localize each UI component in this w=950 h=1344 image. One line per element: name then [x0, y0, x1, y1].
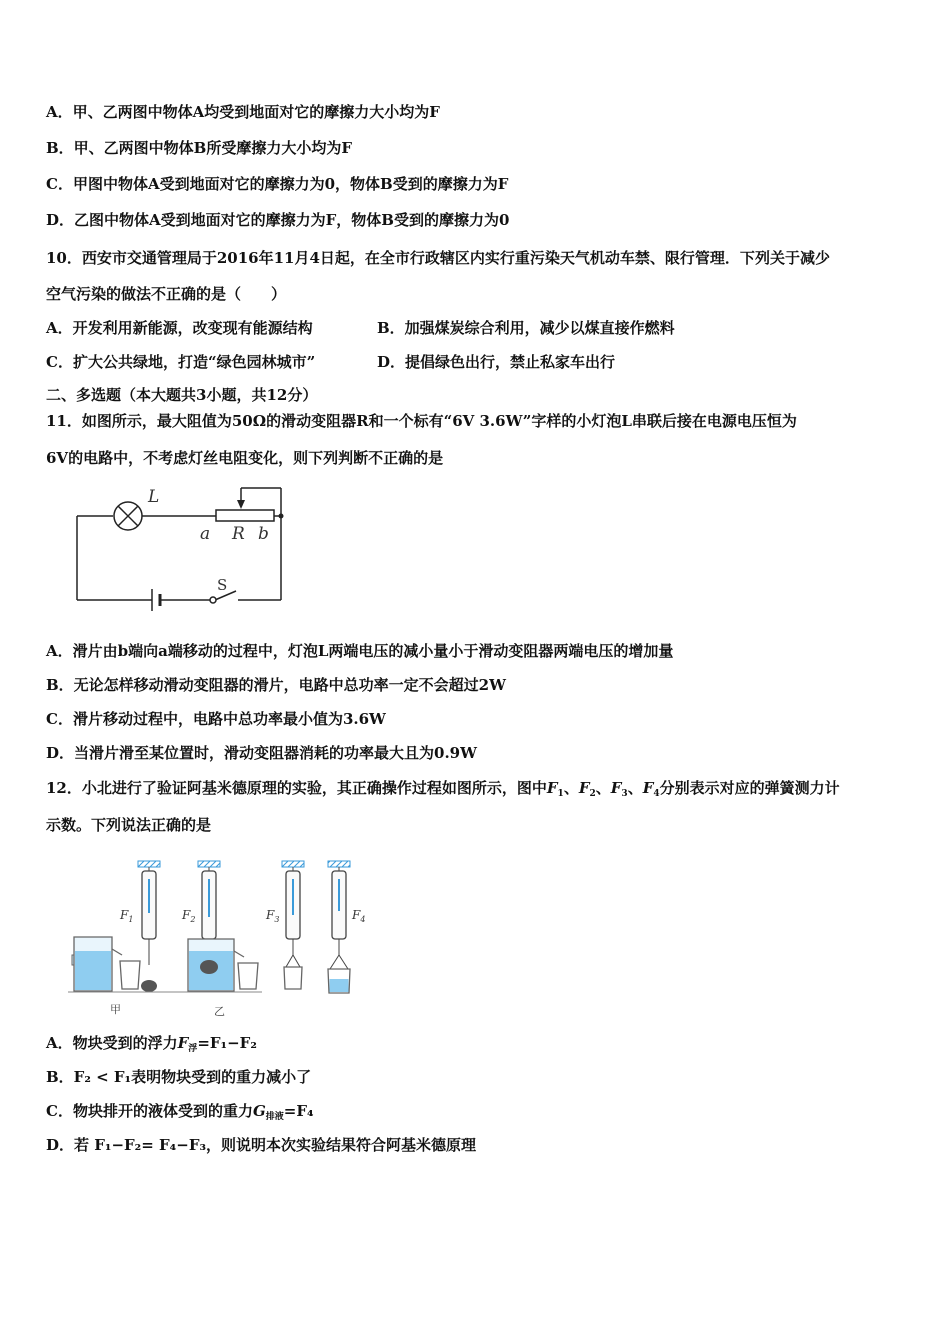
- small-cup-1: [120, 961, 140, 989]
- q11-stem-line1: 11．如图所示，最大阻值为50Ω的滑动变阻器R和一个标有“6V 3.6W”字样的小灯泡L串联后接在电源电压恒为: [46, 412, 797, 430]
- section-heading-multiple-choice: 二、多选题（本大题共3小题，共12分）: [46, 386, 318, 404]
- terminal-b-label: b: [258, 524, 269, 544]
- resistor-label: R: [232, 524, 245, 544]
- figure-caption-jia: 甲: [110, 1003, 121, 1016]
- q11-option-a: A．滑片由b端向a端移动的过程中，灯泡L两端电压的减小量小于滑动变阻器两端电压的增加量: [46, 642, 674, 660]
- switch-label: S: [217, 576, 228, 594]
- q10-option-c: C．扩大公共绿地，打造“绿色园林城市”: [46, 353, 316, 371]
- q10-stem-line2: 空气污染的做法不正确的是（ ）: [46, 285, 287, 303]
- q11-option-b: B．无论怎样移动滑动变阻器的滑片，电路中总功率一定不会超过2W: [46, 676, 506, 694]
- q10-stem-line1: 10．西安市交通管理局于2016年11月4日起，在全市行政辖区内实行重污染天气机动车禁、限行管理．下列关于减少: [46, 249, 830, 267]
- q10-option-a: A．开发利用新能源，改变现有能源结构: [46, 319, 313, 337]
- q9-option-c: C．甲图中物体A受到地面对它的摩擦力为0，物体B受到的摩擦力为F: [46, 175, 509, 193]
- figure-caption-yi: 乙: [214, 1005, 225, 1018]
- block-2: [200, 960, 218, 974]
- q12-option-a: A．物块受到的浮力$F_浮=F_1-F_2$: [46, 1034, 257, 1054]
- q9-option-a: A．甲、乙两图中物体A均受到地面对它的摩擦力大小均为F: [46, 103, 440, 121]
- q11-option-d: D．当滑片滑至某位置时，滑动变阻器消耗的功率最大且为0.9W: [46, 744, 477, 762]
- slider-arrow: [237, 500, 245, 509]
- hanging-cup-empty: [284, 967, 302, 989]
- archimedes-experiment-figure: [66, 855, 376, 1020]
- q9-option-b: B．甲、乙两图中物体B所受摩擦力大小均为F: [46, 139, 353, 157]
- scale-label-f2: $F_2$: [182, 908, 196, 924]
- circuit-diagram: [60, 476, 300, 616]
- q12-stem-line1: 12．小北进行了验证阿基米德原理的实验，其正确操作过程如图所示，图中$F_1$、$F_2$、$F_3$、$F_4$分别表示对应的弹簧测力计: [46, 779, 840, 799]
- block-1: [141, 980, 157, 992]
- rheostat-symbol: [216, 510, 274, 521]
- q9-option-d: D．乙图中物体A受到地面对它的摩擦力为F，物体B受到的摩擦力为0: [46, 211, 510, 229]
- q11-option-c: C．滑片移动过程中，电路中总功率最小值为3.6W: [46, 710, 386, 728]
- terminal-a-label: a: [200, 524, 211, 544]
- scale-label-f1: $F_1$: [120, 908, 134, 924]
- q10-option-b: B．加强煤炭综合利用，减少以煤直接作燃料: [377, 319, 675, 337]
- q10-option-d: D．提倡绿色出行，禁止私家车出行: [377, 353, 616, 371]
- q12-stem-line2: 示数。下列说法正确的是: [46, 816, 212, 834]
- lamp-label: L: [148, 487, 160, 507]
- q12-option-c: C．物块排开的液体受到的重力$G_{排液}=F_4$: [46, 1102, 314, 1122]
- scale-label-f4: $F_4$: [352, 908, 366, 924]
- q11-stem-line2: 6V的电路中，不考虑灯丝电阻变化，则下列判断不正确的是: [46, 449, 444, 467]
- q12-option-b: B．F₂ < F₁表明物块受到的重力减小了: [46, 1068, 312, 1086]
- small-cup-2: [238, 963, 258, 989]
- q12-option-d: D．若 F₁−F₂= F₄−F₃，则说明本次实验结果符合阿基米德原理: [46, 1136, 477, 1154]
- scale-label-f3: $F_3$: [266, 908, 280, 924]
